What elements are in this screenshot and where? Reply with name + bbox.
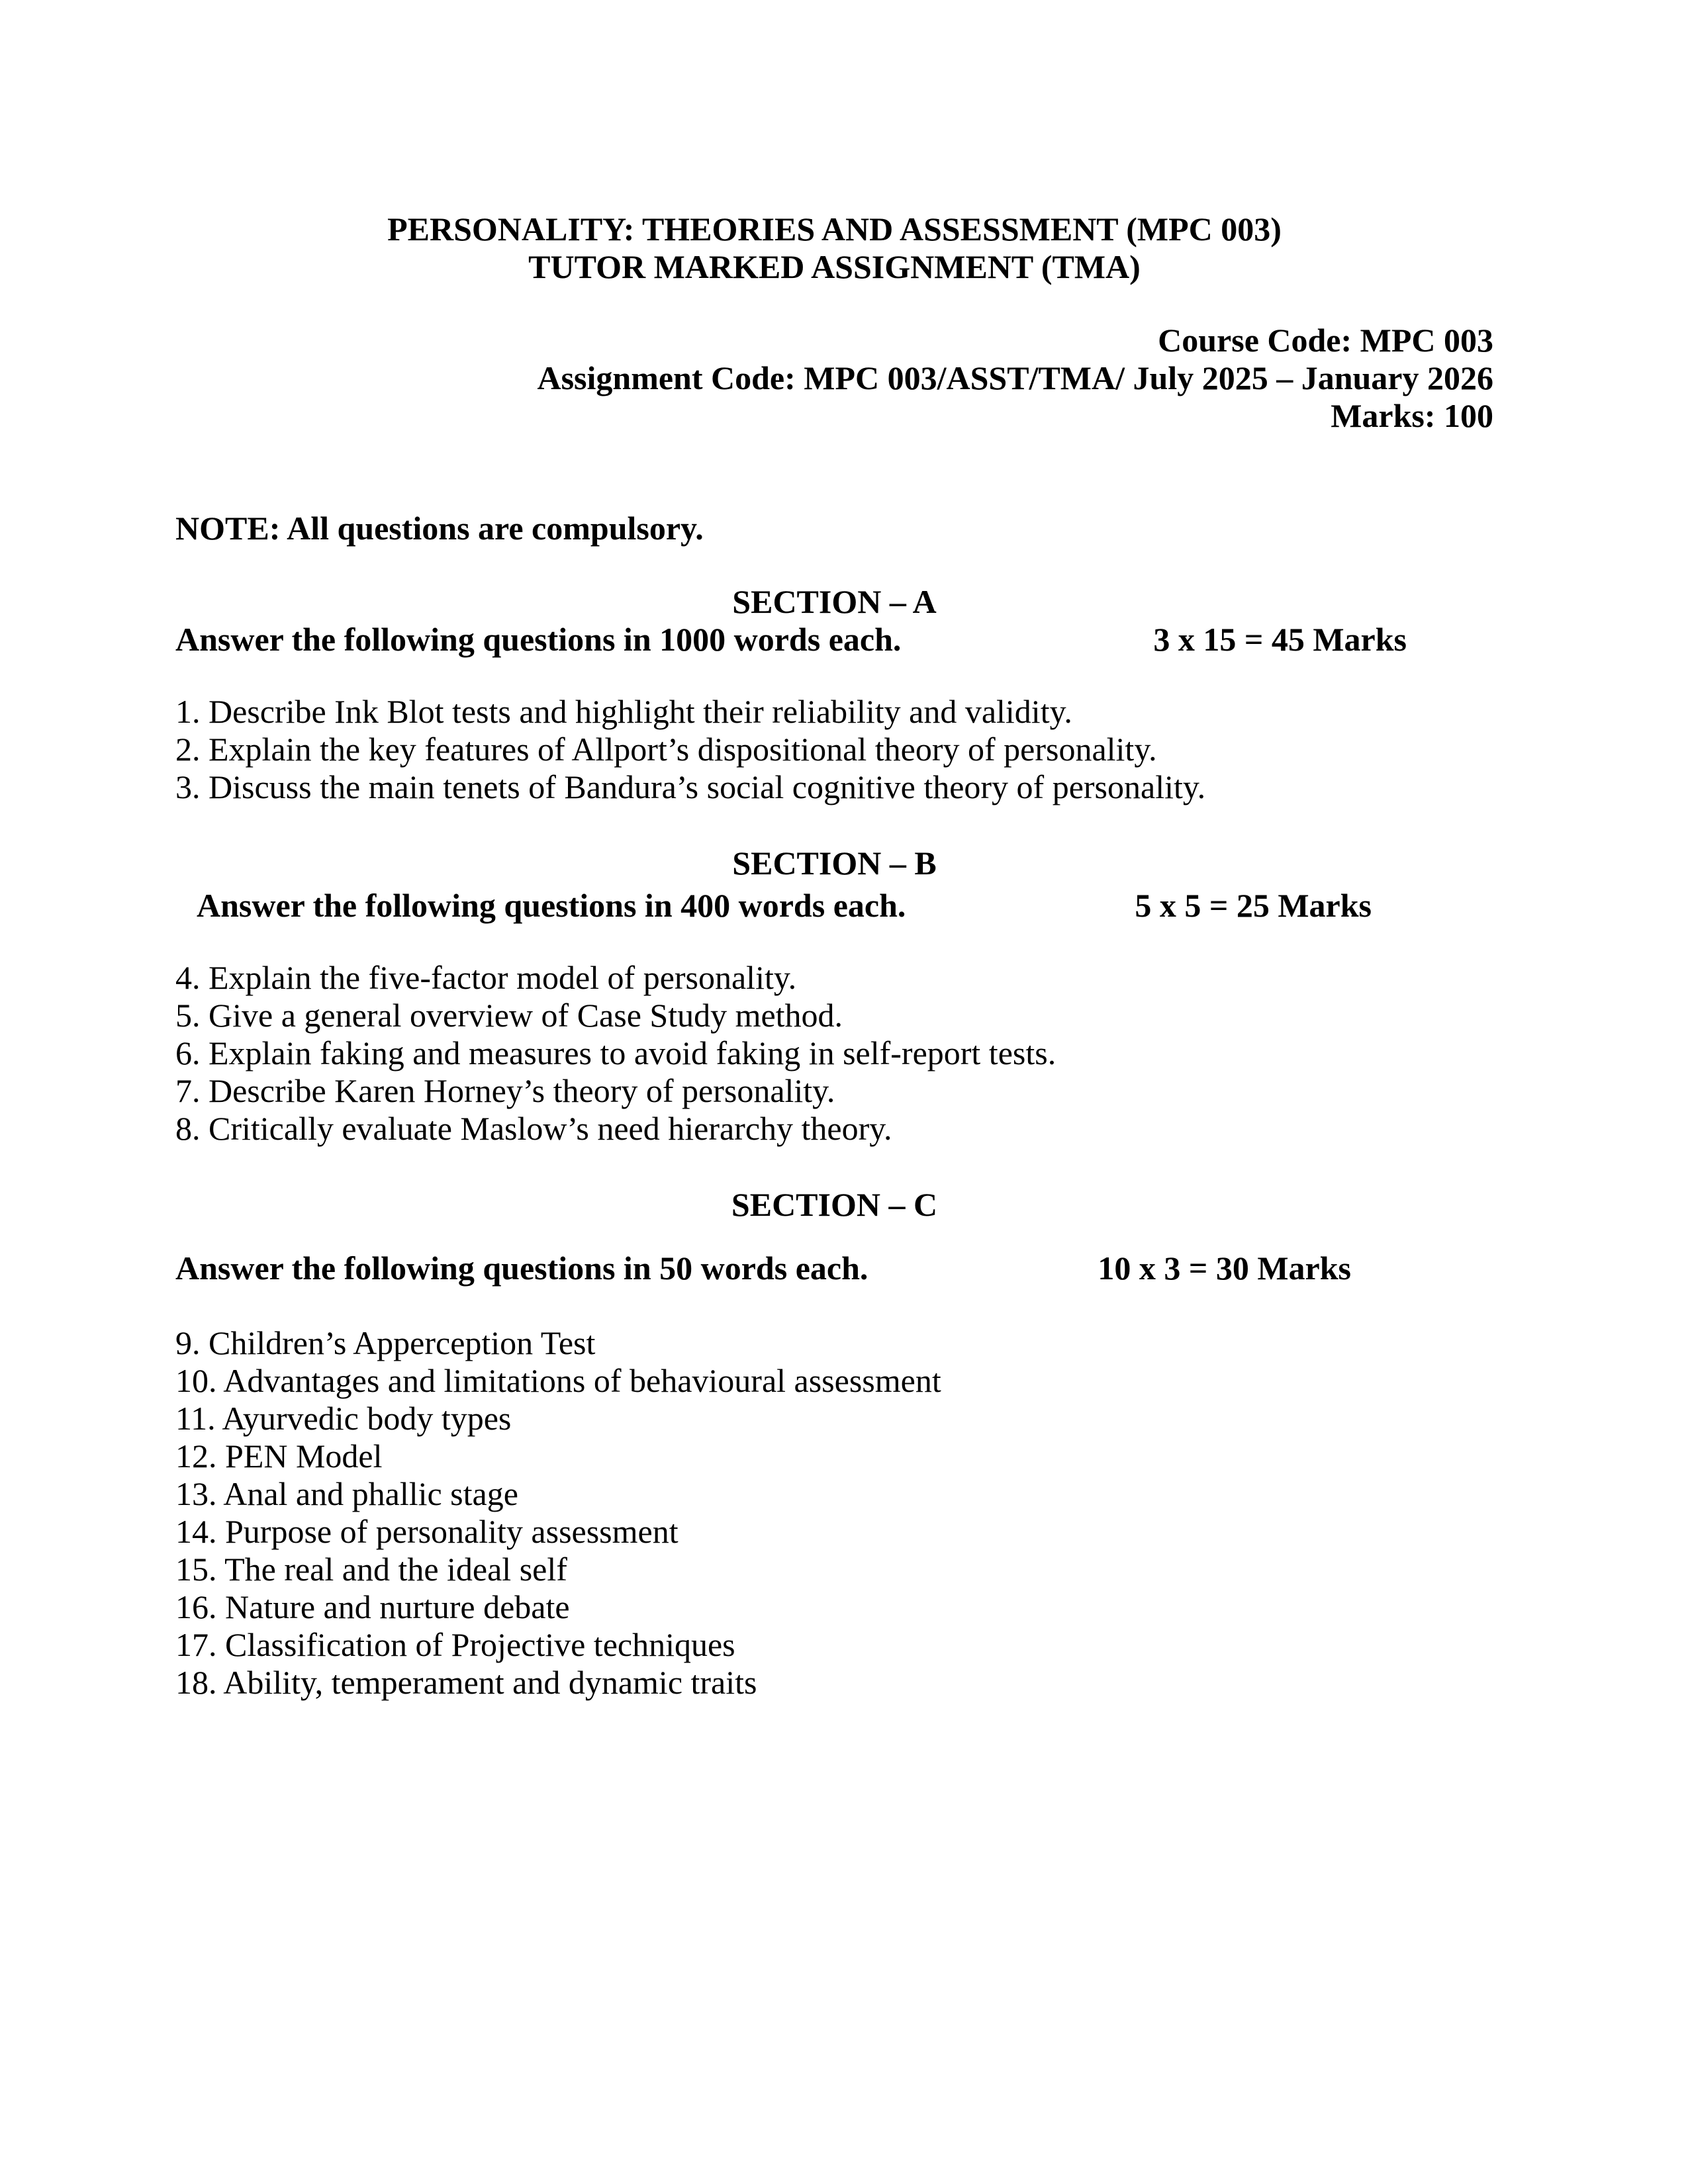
- question-8: 8. Critically evaluate Maslow’s need hierarchy theory.: [175, 1110, 892, 1147]
- section-c-questions: [175, 1324, 1493, 1702]
- section-a-marks: 3 x 15 = 45 Marks: [1153, 621, 1407, 658]
- section-c-instruction-row: [175, 1250, 1493, 1287]
- question-15: 15. The real and the ideal self: [175, 1551, 567, 1588]
- question-10: 10. Advantages and limitations of behavioural assessment: [175, 1362, 941, 1399]
- question-5: 5. Give a general overview of Case Study method.: [175, 997, 843, 1034]
- section-b-marks: 5 x 5 = 25 Marks: [1135, 887, 1372, 924]
- question-9: 9. Children’s Apperception Test: [175, 1324, 596, 1361]
- assignment-code: Assignment Code: MPC 003/ASST/TMA/ July 2025 – January 2026: [537, 359, 1493, 396]
- section-c-marks: 10 x 3 = 30 Marks: [1098, 1250, 1351, 1287]
- question-17: 17. Classification of Projective techniques: [175, 1626, 735, 1663]
- question-4: 4. Explain the five-factor model of personality.: [175, 959, 797, 996]
- title-line-1: PERSONALITY: THEORIES AND ASSESSMENT (MPC 003): [387, 210, 1282, 248]
- question-12: 12. PEN Model: [175, 1437, 383, 1475]
- note-compulsory: NOTE: All questions are compulsory.: [175, 510, 704, 547]
- title-line-2: TUTOR MARKED ASSIGNMENT (TMA): [528, 248, 1141, 285]
- section-b-heading: SECTION – B: [732, 844, 937, 882]
- question-3: 3. Discuss the main tenets of Bandura’s social cognitive theory of personality.: [175, 768, 1206, 805]
- question-16: 16. Nature and nurture debate: [175, 1588, 570, 1625]
- question-13: 13. Anal and phallic stage: [175, 1475, 518, 1512]
- total-marks: Marks: 100: [1331, 397, 1493, 434]
- question-7: 7. Describe Karen Horney’s theory of personality.: [175, 1072, 835, 1109]
- section-b-instruction-row: [175, 887, 1493, 925]
- section-b-questions: [175, 959, 1493, 1148]
- document-title: [175, 210, 1493, 286]
- section-a-questions: [175, 693, 1493, 806]
- section-b-instruction: Answer the following questions in 400 words each.: [197, 887, 906, 924]
- course-info-block: [175, 322, 1493, 435]
- question-18: 18. Ability, temperament and dynamic traits: [175, 1664, 757, 1701]
- question-11: 11. Ayurvedic body types: [175, 1400, 512, 1437]
- section-a-instruction: Answer the following questions in 1000 words each.: [175, 621, 902, 658]
- question-6: 6. Explain faking and measures to avoid faking in self-report tests.: [175, 1034, 1056, 1071]
- question-2: 2. Explain the key features of Allport’s dispositional theory of personality.: [175, 731, 1157, 768]
- course-code: Course Code: MPC 003: [1158, 322, 1493, 359]
- section-a-heading: SECTION – A: [732, 583, 937, 620]
- section-c-heading: SECTION – C: [731, 1186, 938, 1223]
- question-1: 1. Describe Ink Blot tests and highlight their reliability and validity.: [175, 693, 1072, 730]
- section-a-instruction-row: [175, 621, 1493, 659]
- section-c-instruction: Answer the following questions in 50 words each.: [175, 1250, 868, 1287]
- question-14: 14. Purpose of personality assessment: [175, 1513, 679, 1550]
